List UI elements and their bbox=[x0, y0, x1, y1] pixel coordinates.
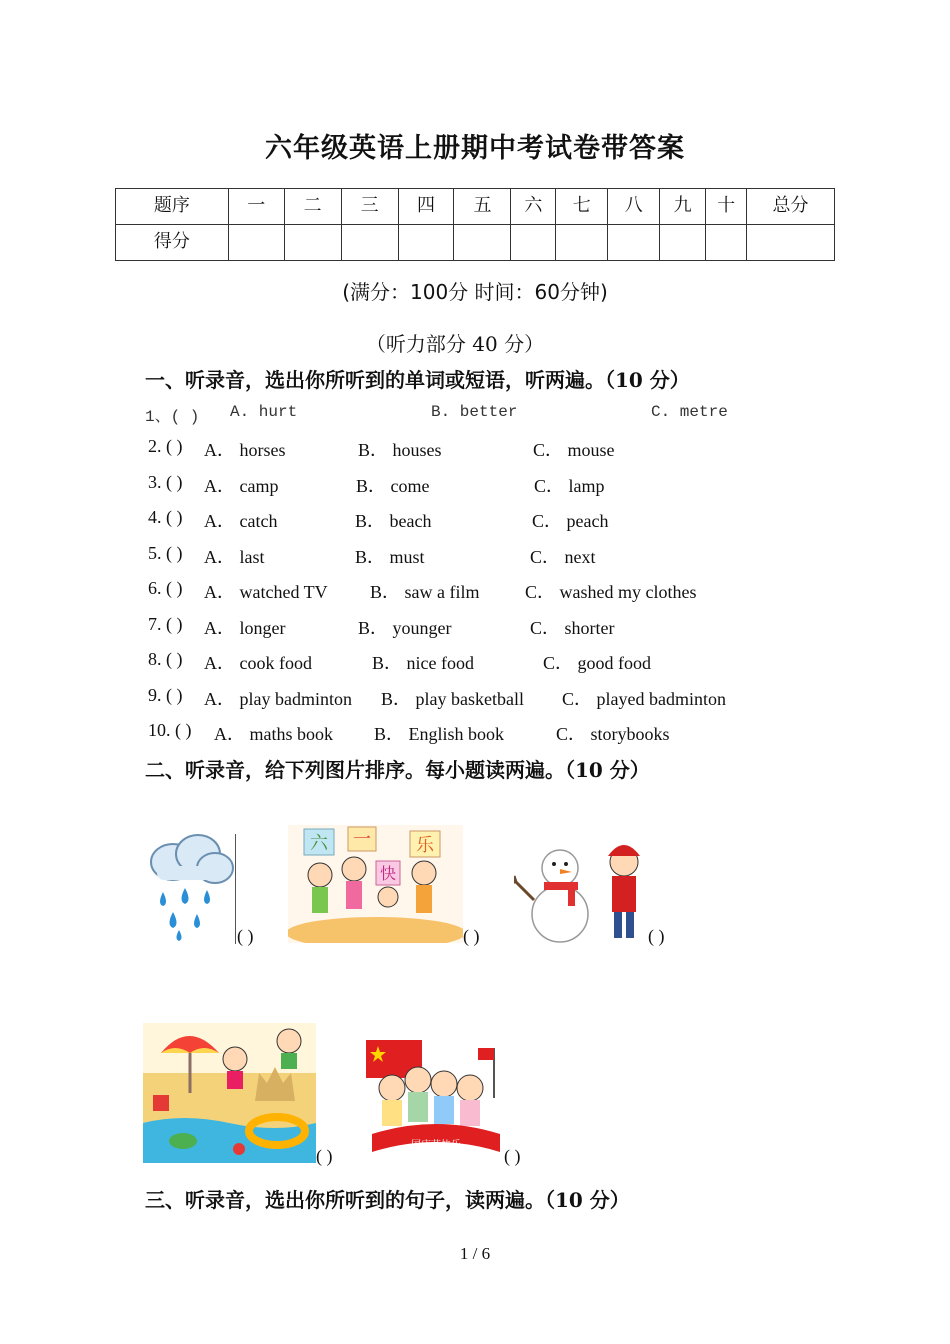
exam-info: (满分：100分 时间：60分钟) bbox=[342, 280, 608, 304]
option-a[interactable]: A． horses bbox=[204, 440, 286, 460]
option-c[interactable]: C． good food bbox=[543, 653, 651, 673]
question-number: 10. ( ) bbox=[148, 720, 192, 740]
option-b[interactable]: B． come bbox=[356, 476, 430, 496]
option-c[interactable]: C. metre bbox=[651, 403, 728, 421]
option-a[interactable]: A． cook food bbox=[204, 653, 312, 673]
option-a[interactable]: A． longer bbox=[204, 618, 286, 638]
option-b[interactable]: B． play basketball bbox=[381, 689, 524, 709]
option-b[interactable]: B． beach bbox=[355, 511, 432, 531]
option-b[interactable]: B. better bbox=[431, 403, 518, 421]
score-table-header-row bbox=[116, 189, 835, 225]
question-number: 5. ( ) bbox=[148, 543, 183, 563]
option-c[interactable]: C． shorter bbox=[530, 618, 615, 638]
answer-blank[interactable]: ( ) bbox=[237, 926, 254, 946]
option-a[interactable]: A． catch bbox=[204, 511, 278, 531]
table-cell: 十 bbox=[706, 189, 747, 225]
table-cell: 题序 bbox=[116, 189, 229, 225]
table-cell: 六 bbox=[511, 189, 556, 225]
option-c[interactable]: C． storybooks bbox=[556, 724, 670, 744]
table-cell: 总分 bbox=[747, 189, 835, 225]
question-number: 7. ( ) bbox=[148, 614, 183, 634]
picture-sign: 六 bbox=[310, 833, 328, 854]
option-b[interactable]: B． saw a film bbox=[370, 582, 480, 602]
option-a[interactable]: A． play badminton bbox=[204, 689, 352, 709]
option-b[interactable]: B． younger bbox=[358, 618, 452, 638]
section1-heading: 一、听录音，选出你所听到的单词或短语，听两遍。（10 分） bbox=[145, 368, 690, 392]
picture-sign: 快 bbox=[379, 864, 397, 883]
picture-sign: 一 bbox=[353, 829, 371, 850]
table-cell: 二 bbox=[284, 189, 341, 225]
page-number: 1 / 6 bbox=[459, 1244, 491, 1263]
option-c[interactable]: C． played badminton bbox=[562, 689, 726, 709]
option-c[interactable]: C． washed my clothes bbox=[525, 582, 697, 602]
answer-blank[interactable]: ( ) bbox=[316, 1146, 333, 1166]
question-number: 6. ( ) bbox=[148, 578, 183, 598]
score-blank-cell[interactable] bbox=[511, 225, 556, 261]
score-blank-cell[interactable] bbox=[398, 225, 454, 261]
option-a[interactable]: A． camp bbox=[204, 476, 279, 496]
page-title: 六年级英语上册期中考试卷带答案 bbox=[265, 133, 685, 164]
answer-blank[interactable]: ( ) bbox=[463, 926, 480, 946]
score-blank-cell[interactable] bbox=[747, 225, 835, 261]
score-blank-cell[interactable] bbox=[706, 225, 747, 261]
score-table bbox=[115, 188, 835, 261]
option-a[interactable]: A． watched TV bbox=[204, 582, 328, 602]
section2-heading: 二、听录音，给下列图片排序。每小题读两遍。（10 分） bbox=[145, 758, 650, 782]
question-number: 1、( ) bbox=[145, 408, 200, 426]
score-blank-cell[interactable] bbox=[454, 225, 511, 261]
national-day-picture bbox=[366, 1038, 506, 1162]
option-a[interactable]: A． last bbox=[204, 547, 265, 567]
score-table-score-row bbox=[116, 225, 835, 261]
score-blank-cell[interactable] bbox=[608, 225, 660, 261]
question-number: 8. ( ) bbox=[148, 649, 183, 669]
question-number: 3. ( ) bbox=[148, 472, 183, 492]
option-a[interactable]: A． maths book bbox=[214, 724, 333, 744]
table-cell: 九 bbox=[660, 189, 706, 225]
question-number: 2. ( ) bbox=[148, 436, 183, 456]
rain-cloud-picture bbox=[143, 832, 235, 944]
table-cell: 三 bbox=[341, 189, 398, 225]
table-cell: 一 bbox=[228, 189, 284, 225]
option-b[interactable]: B． houses bbox=[358, 440, 442, 460]
snowman-picture bbox=[514, 838, 648, 944]
table-cell: 四 bbox=[398, 189, 454, 225]
score-blank-cell[interactable] bbox=[660, 225, 706, 261]
section3-heading: 三、听录音，选出你所听到的句子，读两遍。（10 分） bbox=[145, 1188, 630, 1212]
score-blank-cell[interactable] bbox=[556, 225, 608, 261]
answer-blank[interactable]: ( ) bbox=[648, 926, 665, 946]
option-b[interactable]: B． must bbox=[355, 547, 425, 567]
answer-blank[interactable]: ( ) bbox=[504, 1146, 521, 1166]
option-c[interactable]: C． lamp bbox=[534, 476, 605, 496]
childrens-day-picture bbox=[288, 825, 463, 943]
picture-sign: 乐 bbox=[416, 835, 434, 856]
banner-text: 国庆节快乐 bbox=[411, 1140, 461, 1151]
divider bbox=[235, 834, 236, 944]
question-number: 9. ( ) bbox=[148, 685, 183, 705]
option-c[interactable]: C． mouse bbox=[533, 440, 615, 460]
beach-picture bbox=[143, 1023, 316, 1163]
score-blank-cell[interactable] bbox=[228, 225, 284, 261]
table-cell: 得分 bbox=[116, 225, 229, 261]
question-number: 4. ( ) bbox=[148, 507, 183, 527]
option-c[interactable]: C． next bbox=[530, 547, 596, 567]
score-blank-cell[interactable] bbox=[284, 225, 341, 261]
listening-part-label: （听力部分 40 分） bbox=[365, 332, 545, 356]
score-blank-cell[interactable] bbox=[341, 225, 398, 261]
option-b[interactable]: B． English book bbox=[374, 724, 505, 744]
option-a[interactable]: A. hurt bbox=[230, 403, 298, 421]
table-cell: 七 bbox=[556, 189, 608, 225]
table-cell: 五 bbox=[454, 189, 511, 225]
option-b[interactable]: B． nice food bbox=[372, 653, 474, 673]
table-cell: 八 bbox=[608, 189, 660, 225]
option-c[interactable]: C． peach bbox=[532, 511, 609, 531]
